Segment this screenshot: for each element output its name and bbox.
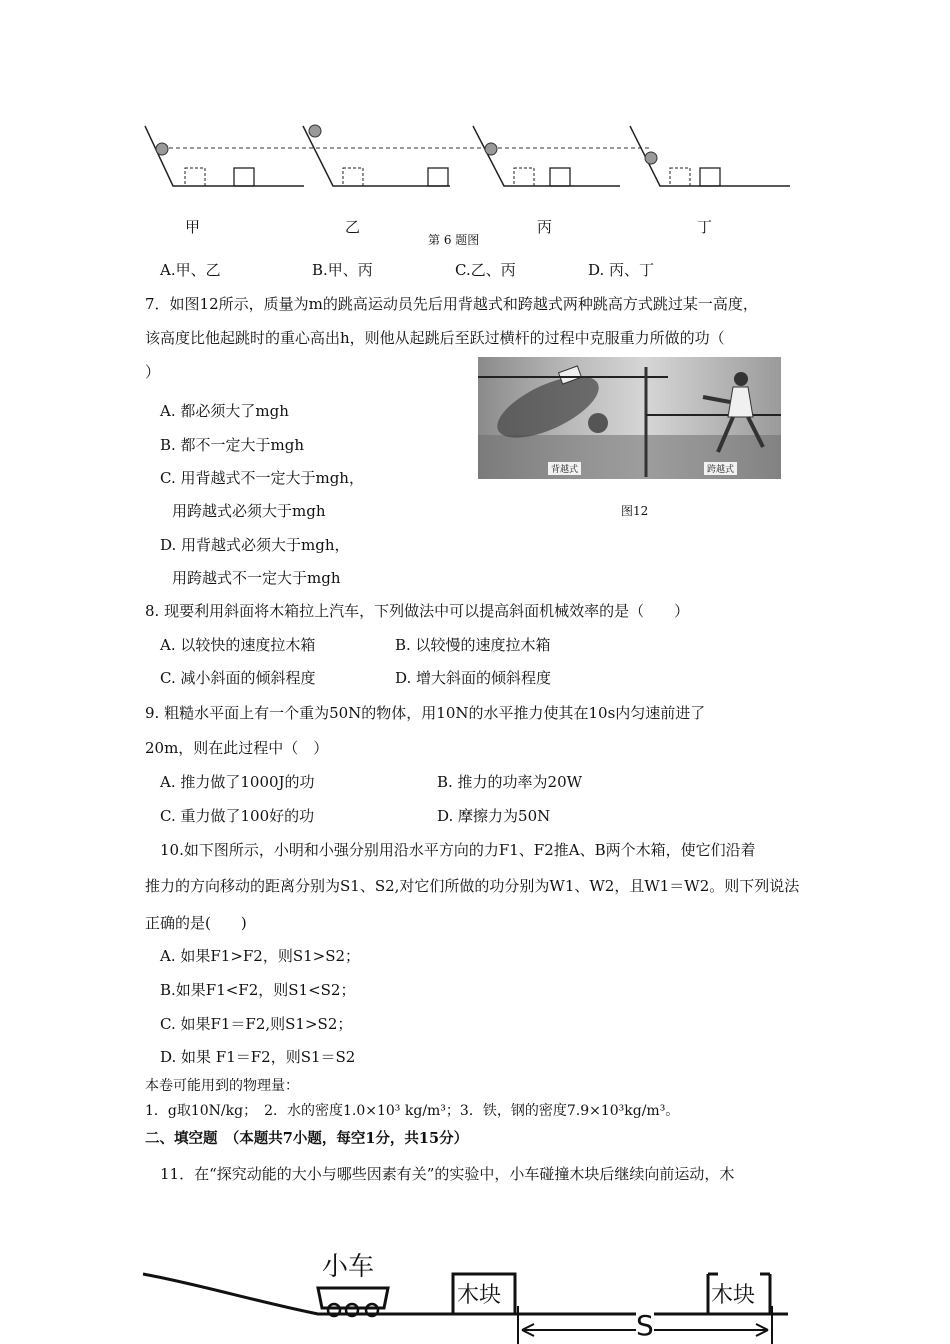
- q9-stem-line1: 9. 粗糙水平面上有一个重为50N的物体，用10N的水平推力使其在10s内匀速前进了: [145, 704, 706, 722]
- figure6-ramp-bing: [473, 126, 620, 186]
- high-jump-photo: [478, 357, 781, 479]
- photo-tag-back-style: 背越式: [548, 462, 581, 475]
- q8-option-b: B. 以较慢的速度拉木箱: [395, 636, 551, 654]
- figure6-ramp-ding: [630, 126, 790, 186]
- q9-option-b: B. 推力的功率为20W: [437, 773, 583, 791]
- q7-option-a: A. 都必须大了mgh: [160, 402, 289, 420]
- q7-stem-line3: ）: [145, 363, 161, 381]
- figure12-caption: 图12: [621, 504, 649, 518]
- high-jump-photo-drawing: [478, 357, 781, 479]
- q10-option-d: D. 如果 F1＝F2，则S1＝S2: [160, 1048, 356, 1066]
- q10-option-c: C. 如果F1＝F2,则S1>S2；: [160, 1015, 353, 1033]
- section2-title: 二、填空题 （本题共7小题，每空1分，共15分）: [145, 1130, 469, 1147]
- constants-heading: 本卷可能用到的物理量：: [145, 1078, 299, 1094]
- q7-stem-line2: 该高度比他起跳时的重心高出h，则他从起跳后至跃过横杆的过程中克服重力所做的功（: [145, 329, 725, 347]
- q7-option-c: C. 用背越式不一定大于mgh，: [160, 469, 364, 487]
- q11-stem-line1: 11．在“探究动能的大小与哪些因素有关”的实验中，小车碰撞木块后继续向前运动，木: [160, 1165, 735, 1183]
- q10-option-a: A. 如果F1>F2，则S1>S2；: [160, 947, 361, 965]
- q6-option-d: D. 丙、丁: [588, 261, 655, 279]
- figure6-label-ding: 丁: [697, 218, 713, 236]
- q9-option-c: C. 重力做了100好的功: [160, 807, 315, 825]
- figure6-label-yi: 乙: [345, 218, 361, 236]
- q6-option-b: B.甲、丙: [312, 261, 373, 279]
- q7-option-c-cont: 用跨越式必须大于mgh: [172, 502, 326, 520]
- q7-option-d-cont: 用跨越式不一定大于mgh: [172, 569, 341, 587]
- q10-option-b: B.如果F1<F2，则S1<S2；: [160, 981, 356, 999]
- q8-stem: 8. 现要利用斜面将木箱拉上汽车，下列做法中可以提高斜面机械效率的是（ ）: [145, 602, 690, 620]
- q7-option-d: D. 用背越式必须大于mgh，: [160, 536, 350, 554]
- q7-stem-line1: 7．如图12所示，质量为m的跳高运动员先后用背越式和跨越式两种跳高方式跳过某一高度，: [145, 295, 758, 313]
- figure6-label-jia: 甲: [185, 218, 201, 236]
- q10-stem-line3: 正确的是( ): [145, 914, 247, 932]
- distance-label: S: [636, 1309, 654, 1342]
- block-label-final: 木块: [711, 1283, 756, 1308]
- cart-shape: [318, 1288, 388, 1316]
- photo-tag-straddle-style: 跨越式: [704, 462, 737, 475]
- q10-stem-line1: 10.如下图所示，小明和小强分别用沿水平方向的力F1、F2推A、B两个木箱，使它们沿着: [160, 841, 756, 859]
- q8-option-d: D. 增大斜面的倾斜程度: [395, 669, 552, 687]
- figure6-label-bing: 丙: [537, 218, 553, 236]
- figure6-ramps: [140, 118, 800, 193]
- figure6-ramp-jia: [145, 126, 304, 186]
- cart-label: 小车: [322, 1246, 374, 1283]
- q9-option-a: A. 推力做了1000J的功: [160, 773, 315, 791]
- q7-option-b: B. 都不一定大于mgh: [160, 436, 305, 454]
- q8-option-c: C. 减小斜面的倾斜程度: [160, 669, 316, 687]
- q6-option-c: C.乙、丙: [455, 261, 516, 279]
- q6-option-a: A.甲、乙: [160, 261, 221, 279]
- block-label-initial: 木块: [457, 1283, 502, 1308]
- constants-line: 1．g取10N/kg； 2．水的密度1.0×10³ kg/m³；3．铁，钢的密度7.9×10³kg/m³。: [145, 1103, 680, 1119]
- q9-stem-line2: 20m，则在此过程中（ ）: [145, 739, 329, 757]
- figure6-caption: 第 6 题图: [428, 233, 480, 247]
- q10-stem-line2: 推力的方向移动的距离分别为S1、S2,对它们所做的功分别为W1、W2，且W1＝W2。则下列说法: [145, 877, 800, 895]
- figure6-ramp-yi: [303, 125, 450, 186]
- q9-option-d: D. 摩擦力为50N: [437, 807, 551, 825]
- q8-option-a: A. 以较快的速度拉木箱: [160, 636, 316, 654]
